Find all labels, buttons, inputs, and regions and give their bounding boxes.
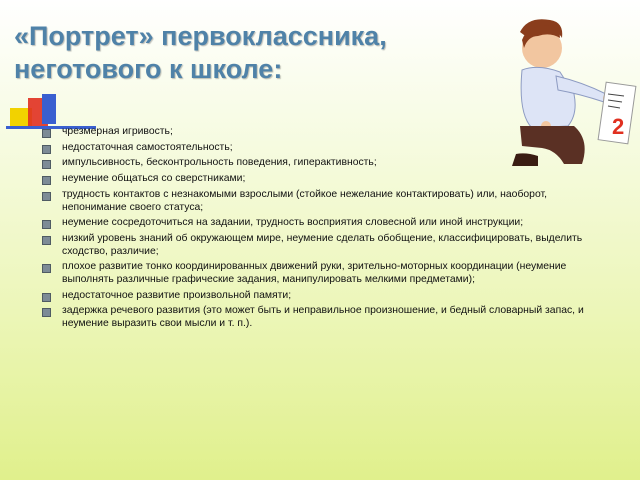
boy-shirt	[521, 67, 575, 128]
list-item-text: чрезмерная игривость;	[62, 126, 173, 137]
slide-title	[14, 20, 444, 86]
square-bullet-icon	[42, 264, 51, 273]
readiness-list	[42, 126, 602, 334]
list-item	[42, 173, 602, 186]
list-item	[42, 233, 602, 258]
list-item	[42, 142, 602, 155]
square-bullet-icon	[42, 129, 51, 138]
list-item-text: недостаточная самостоятельность;	[62, 141, 233, 153]
title-line-2: неготового к школе:	[14, 54, 283, 84]
square-bullet-icon	[42, 145, 51, 154]
list-item	[42, 305, 602, 330]
square-bullet-icon	[42, 293, 51, 302]
square-bullet-icon	[42, 308, 51, 317]
list-item	[42, 290, 602, 303]
list-item-text: плохое развитие тонко координированных движений руки, зрительно-моторных координации (неумение выполнять различные графические задания, манипулировать мелкими предметами);	[62, 261, 567, 286]
list-item-text: неумение общаться со сверстниками;	[62, 173, 246, 185]
paper-grade: 2	[612, 114, 625, 139]
list-item	[42, 189, 602, 214]
square-bullet-icon	[42, 192, 51, 201]
list-item-text: задержка речевого развития (это может быть и неправильное произношение, и бедный словарный запас, и неумение выразить свои мысли и т. п.).	[62, 305, 584, 330]
square-bullet-icon	[42, 176, 51, 185]
list-item	[42, 126, 602, 139]
square-bullet-icon	[42, 160, 51, 169]
list-item-text: трудность контактов с незнакомыми взрослыми (стойкое нежелание контактировать) или, наоборот, непонимание своего статуса;	[62, 188, 547, 213]
square-bullet-icon	[42, 220, 51, 229]
list-item	[42, 157, 602, 170]
list-item-text: неумение сосредоточиться на задании, трудность восприятия словесной или иной инструкции;	[62, 217, 524, 229]
list-item-text: импульсивность, бесконтрольность поведения, гиперактивность;	[62, 157, 377, 169]
list-item-text: недостаточное развитие произвольной памяти;	[62, 289, 292, 301]
square-bullet-icon	[42, 236, 51, 245]
list-item	[42, 261, 602, 286]
title-line-1: «Портрет» первоклассника,	[14, 21, 387, 51]
list-item	[42, 217, 602, 230]
deco-blue-square	[42, 94, 56, 124]
list-item-text: низкий уровень знаний об окружающем мире, неумение сделать обобщение, классифицировать, выделить сходство, различие;	[62, 232, 583, 257]
paper-sheet	[598, 82, 636, 144]
